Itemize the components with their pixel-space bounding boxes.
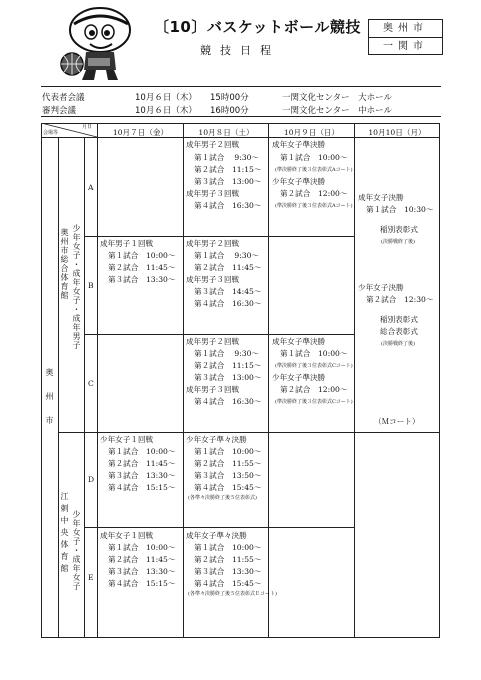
cell-line: 第１試合 9:30〜 (194, 153, 260, 162)
cell-line: 第１試合 10:30〜 (366, 205, 434, 214)
cell-line: 少年女子準決勝 (272, 373, 326, 382)
cell-line: 第２試合 12:00〜 (280, 385, 348, 394)
cell-line: 第１試合 9:30〜 (194, 349, 260, 358)
cell-line: 成年女子準決勝 (272, 140, 326, 149)
venue-label-esashi: 江刺中央体育館 (60, 492, 69, 576)
meeting-time: 15時00分 (210, 93, 249, 103)
cell-line: 第４試合 16:30〜 (194, 201, 262, 210)
cell-line: 成年女子決勝 (358, 193, 404, 202)
location-ichinoseki: 一関市 (383, 41, 428, 52)
cell-line: 第４試合 16:30〜 (194, 397, 262, 406)
corner-venue-label: 会場等 (43, 130, 59, 136)
page-subtitle: 競技日程 (200, 44, 280, 57)
cell-note: (各準々決勝終了後５位表彰式) (188, 495, 257, 501)
city-label: 奥州市 (45, 368, 54, 440)
meeting-place: 一関文化センター 中ホール (282, 106, 392, 116)
cell-line: 第３試合 13:00〜 (194, 373, 262, 382)
date-header-sun: 10月９日（日） (283, 128, 340, 137)
cell-line: 第１試合 10:00〜 (108, 543, 176, 552)
cell-line: 第２試合 11:45〜 (108, 459, 176, 468)
venue-label-oshu: 奥州市総合体育館 (60, 228, 69, 300)
cell-note: (準決勝終了後３位表彰式Cコート) (275, 363, 353, 369)
cell-line: 少年女子準決勝 (272, 177, 326, 186)
cell-line: 第２試合 11:45〜 (108, 263, 176, 272)
cell-note: (決勝戦終了後) (381, 239, 415, 245)
location-oshu: 奥州市 (369, 20, 442, 38)
cell-line: 成年男子２回戦 (186, 140, 240, 149)
cell-line: 第２試合 11:45〜 (108, 555, 176, 564)
cell-line: 第４試合 15:45〜 (194, 579, 262, 588)
cell-line: 成年女子１回戦 (100, 531, 154, 540)
cell-line: 第１試合 10:00〜 (194, 543, 262, 552)
cell-line: 第３試合 14:45〜 (194, 287, 262, 296)
cell-line: 第３試合 13:30〜 (108, 275, 176, 284)
cell-line: 第１試合 10:00〜 (108, 251, 176, 260)
cell-line: 稲別表彰式 (380, 315, 418, 324)
court-label-e: E (88, 573, 94, 582)
meeting-date: 10月６日（木） (135, 93, 197, 103)
date-header-mon: 10月10日（月） (368, 128, 426, 137)
meeting-name: 審判会議 (42, 106, 77, 116)
cell-note: (準決勝終了後３位表彰式Aコート) (275, 167, 353, 173)
cell-line: 第１試合 9:30〜 (194, 251, 260, 260)
cell-line: 第４試合 16:30〜 (194, 299, 262, 308)
cell-line: 総合表彰式 (380, 327, 418, 336)
cell-note: (各準々決勝終了後５位表彰式Ｅコート) (188, 591, 277, 597)
cell-line: 少年女子１回戦 (100, 435, 154, 444)
cell-line: 少年女子準々決勝 (186, 435, 247, 444)
date-header-sat: 10月８日（土） (198, 128, 254, 137)
corner-date-label: 月日 (82, 124, 93, 130)
cell-line: 成年男子１回戦 (100, 239, 154, 248)
cell-line: 第３試合 13:30〜 (108, 567, 176, 576)
meeting-date: 10月６日（木） (135, 106, 197, 116)
cell-line: 第４試合 15:15〜 (108, 483, 176, 492)
cell-line: 第２試合 11:55〜 (194, 459, 262, 468)
court-label-d: D (88, 475, 95, 484)
cell-line: 稲別表彰式 (380, 225, 418, 234)
cell-line: 第３試合 13:00〜 (194, 177, 262, 186)
cell-note: (準決勝終了後３位表彰式Aコート) (275, 203, 353, 209)
cell-line: 成年女子準決勝 (272, 337, 326, 346)
cell-note: (準決勝終了後３位表彰式Cコート) (275, 399, 353, 405)
cell-line: 第２試合 12:00〜 (280, 189, 348, 198)
cell-line: 第１試合 10:00〜 (280, 153, 348, 162)
cell-line: 第３試合 13:50〜 (194, 471, 262, 480)
court-label-b: B (88, 281, 94, 290)
cell-line: 第２試合 11:45〜 (194, 263, 262, 272)
cell-line: 第３試合 13:30〜 (194, 567, 262, 576)
page-title: 〔10〕バスケットボール競技 (154, 18, 361, 36)
meeting-name: 代表者会議 (42, 93, 85, 103)
cell-line: 第１試合 10:00〜 (108, 447, 176, 456)
divisions-label-oshu: 少年女子・成年女子・成年男子 (72, 224, 81, 350)
cell-line: 第３試合 13:30〜 (108, 471, 176, 480)
meeting-place: 一関文化センター 大ホール (282, 93, 392, 103)
meeting-time: 16時00分 (210, 106, 249, 116)
cell-line: 第２試合 12:30〜 (366, 295, 434, 304)
court-label-a: A (88, 183, 94, 192)
cell-line: 成年男子２回戦 (186, 239, 240, 248)
cell-line: 成年男子２回戦 (186, 337, 240, 346)
cell-line: 第２試合 11:15〜 (194, 361, 262, 370)
court-label-c: C (88, 379, 94, 388)
cell-line: 第４試合 15:15〜 (108, 579, 176, 588)
cell-line: 第１試合 10:00〜 (194, 447, 262, 456)
cell-line: 第２試合 11:55〜 (194, 555, 262, 564)
cell-note: (決勝戦終了後) (381, 341, 415, 347)
cell-line: 第４試合 15:45〜 (194, 483, 262, 492)
cell-line: 成年女子準々決勝 (186, 531, 247, 540)
divisions-label-esashi: 少年女子・成年女子 (72, 510, 81, 591)
cell-line: 成年男子３回戦 (186, 275, 240, 284)
cell-line: （Ｍコート） (374, 417, 420, 426)
cell-line: 成年男子３回戦 (186, 189, 240, 198)
cell-line: 第２試合 11:15〜 (194, 165, 262, 174)
cell-line: 少年女子決勝 (358, 283, 404, 292)
date-header-fri: 10月７日（金） (112, 128, 169, 137)
cell-line: 第１試合 10:00〜 (280, 349, 348, 358)
cell-line: 成年男子３回戦 (186, 385, 240, 394)
